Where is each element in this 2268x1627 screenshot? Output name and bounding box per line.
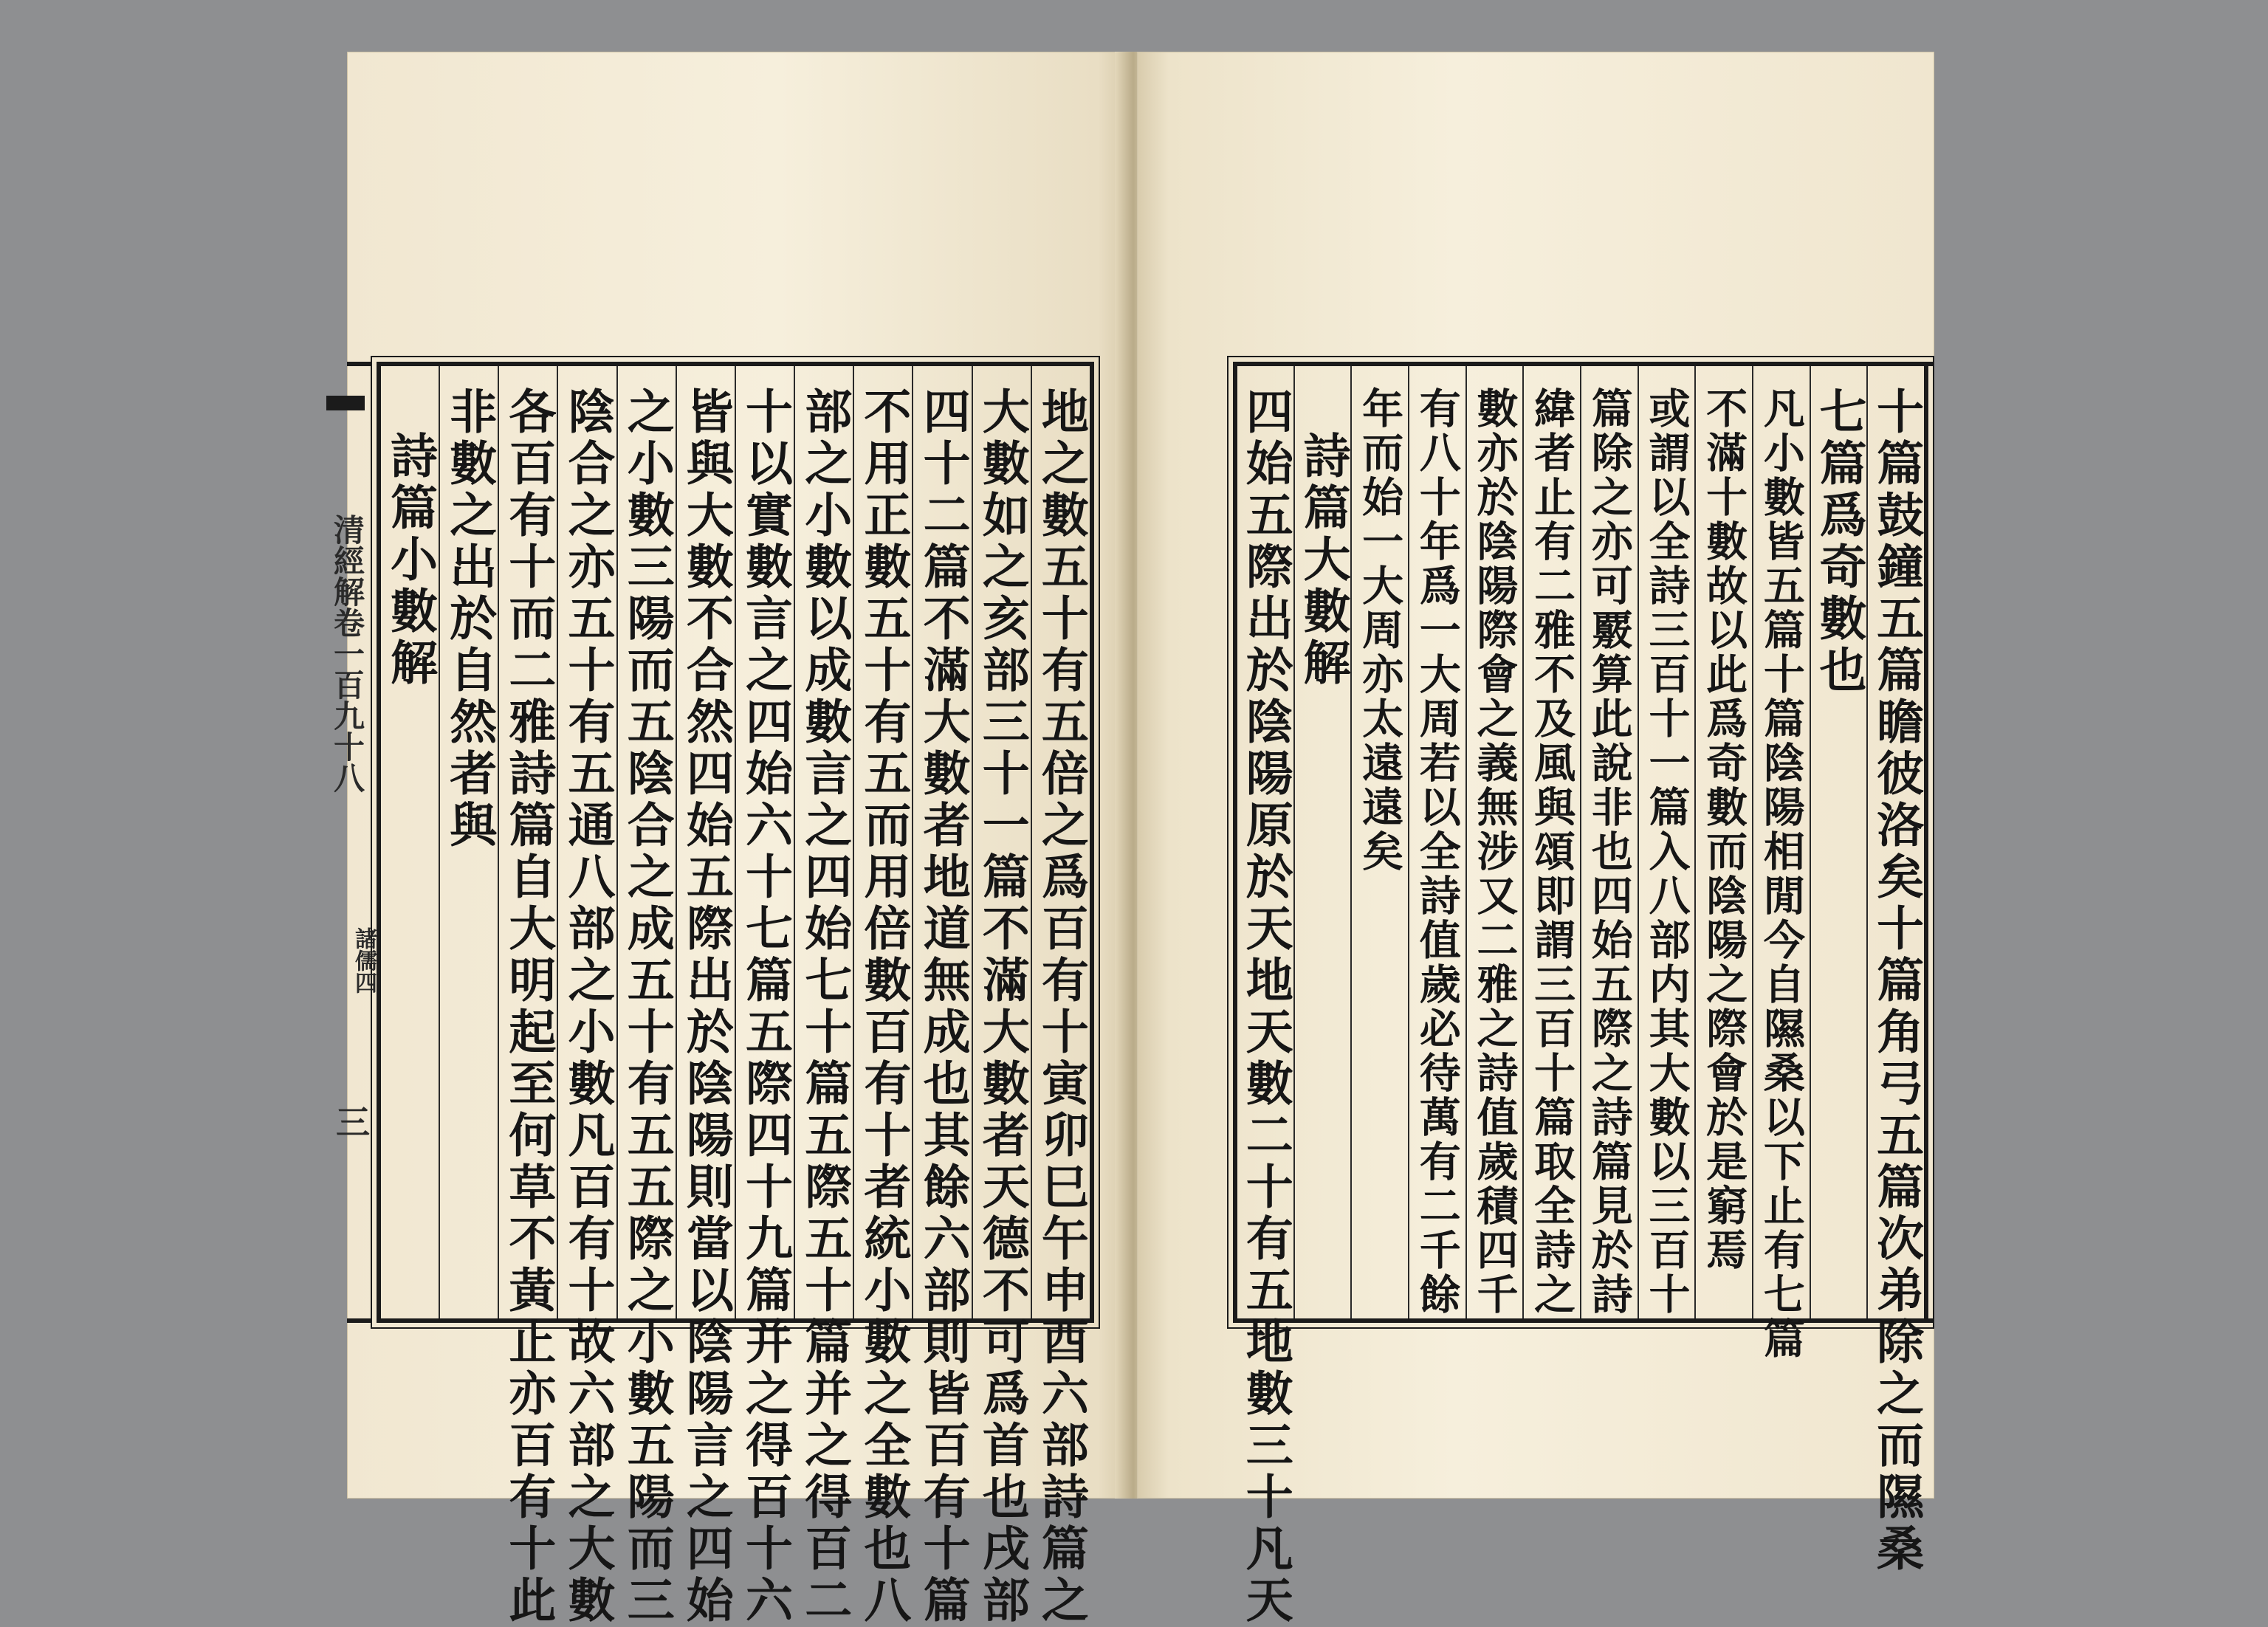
section-heading-column: 詩篇小數解	[382, 431, 439, 689]
left-columns	[381, 366, 1090, 1627]
right-columns	[1237, 366, 1925, 1627]
text-column: 或謂以全詩三百十一篇入八部内其大數以三百十	[1638, 366, 1695, 1318]
text-column: 不用正數五十有五而用倍數百有十者統小數之全數也八	[853, 366, 912, 1318]
text-column: 年而始一大周亦太遠遠矣	[1350, 366, 1408, 1318]
text-column: 四始五際出於陰陽原於天地天數二十有五地數三十凡天	[1237, 387, 1293, 1627]
right-text-frame	[1233, 362, 1928, 1627]
left-page	[329, 52, 1130, 1627]
banxin-title: 清經解卷一百九十八	[329, 514, 365, 793]
section-heading-column: 詩篇大數解	[1293, 366, 1351, 1318]
text-column: 之小數三陽而五陰合之成五十有五五際之小數五陽而三	[616, 366, 676, 1318]
fish-tail-mark-top	[326, 396, 365, 410]
text-column: 十篇鼓鐘五篇瞻彼洛矣十篇角弓五篇次弟除之而隰桑	[1866, 366, 1924, 1318]
right-banxin-edge	[1925, 362, 1934, 1323]
text-column: 四十二篇不滿大數者地道無成也其餘六部則皆百有十篇	[912, 366, 971, 1318]
text-column: 皆與大數不合然四始五際出於陰陽則當以陰陽言之四始	[676, 366, 735, 1318]
text-column: 有八十年爲一大周若以全詩值歲必待萬有二千餘	[1408, 366, 1465, 1318]
text-column: 緯者止有二雅不及風與頌即謂三百十篇取全詩之	[1522, 366, 1580, 1318]
text-column: 部之小數以成數言之四始七十篇五際五十篇并之得百二	[794, 366, 853, 1318]
text-column: 大數如之亥部三十一篇不滿大數者天德不可爲首也戌部	[972, 366, 1031, 1318]
right-page	[1137, 52, 1934, 1627]
text-column: 數亦於陰陽際會之義無涉又二雅之詩值歲積四千	[1465, 366, 1523, 1318]
left-text-frame	[377, 362, 1094, 1627]
text-column: 七篇爲奇數也	[1810, 366, 1867, 1318]
text-column: 凡小數皆五篇十篇陰陽相閒今自隰桑以下止有七篇	[1752, 366, 1810, 1318]
text-column: 地之數五十有五倍之爲百有十寅卯巳午申酉六部詩篇之	[1031, 366, 1090, 1318]
text-column: 篇除之亦可覈算此說非也四始五際之詩篇見於詩	[1580, 366, 1638, 1318]
text-column: 不滿十數故以此爲奇數而陰陽之際會於是窮焉	[1694, 366, 1752, 1318]
open-book	[329, 52, 1934, 1627]
left-banxin	[329, 362, 377, 1323]
banxin-section: 諸儒四	[351, 927, 377, 994]
folio-number: 三	[331, 1104, 371, 1138]
text-column: 各百有十而二雅詩篇自大明起至何草不黃止亦百有十此	[498, 366, 557, 1318]
text-column: 非數之出於自然者與	[439, 366, 498, 1318]
text-column: 陰合之亦五十有五通八部之小數凡百有十故六部之大數	[557, 366, 616, 1318]
text-column: 十以實數言之四始六十七篇五際四十九篇并之得百十六	[735, 366, 794, 1318]
